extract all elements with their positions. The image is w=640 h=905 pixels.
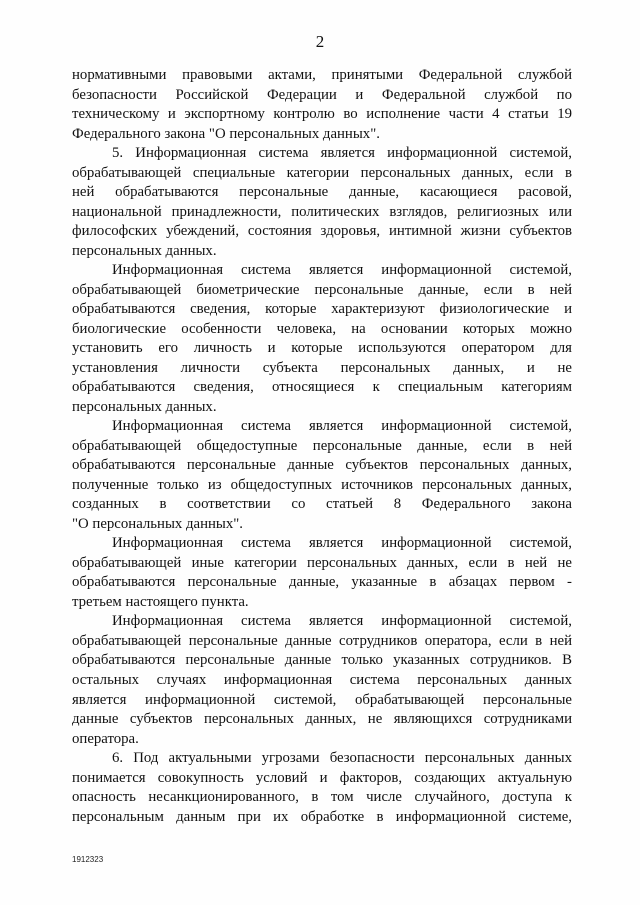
text-line: обрабатывающей общедоступные персональные данные, если в ней xyxy=(72,437,572,454)
paragraph xyxy=(72,66,572,144)
text-line: обрабатываются персональные данные, указанные в абзацах первом - xyxy=(72,574,572,591)
text-line: Федерального закона "О персональных данных". xyxy=(72,125,380,142)
text-line: понимается совокупность условий и факторов, создающих актуальную xyxy=(72,769,572,786)
text-line: обрабатывающей специальные категории персональных данных, если в xyxy=(72,164,572,181)
text-line: национальной принадлежности, политических взглядов, религиозных или xyxy=(72,203,572,220)
text-line: Информационная система является информационной системой, xyxy=(112,535,572,552)
text-line: "О персональных данных". xyxy=(72,515,243,532)
text-line: обрабатывающей персональные данные сотрудников оператора, если в ней xyxy=(72,632,572,649)
text-line: персональным данным при их обработке в информационной системе, xyxy=(72,808,572,825)
text-line: персональных данных. xyxy=(72,242,217,259)
text-line: техническому и экспортному контролю во исполнение части 4 статьи 19 xyxy=(72,106,572,123)
text-line: обрабатываются персональные данные субъектов персональных данных, xyxy=(72,457,572,474)
text-line: безопасности Российской Федерации и Федеральной службой по xyxy=(72,86,572,103)
paragraph xyxy=(72,417,572,534)
paragraph xyxy=(72,144,572,261)
text-line: Информационная система является информационной системой, xyxy=(112,262,572,279)
text-line: остальных случаях информационная система персональных данных xyxy=(72,671,572,688)
text-line: обрабатываются сведения, которые характеризуют физиологические и xyxy=(72,301,572,318)
paragraph xyxy=(72,612,572,749)
paragraph xyxy=(72,261,572,417)
text-line: полученные только из общедоступных источников персональных данных, xyxy=(72,476,572,493)
text-line: является информационной системой, обрабатывающей персональные xyxy=(72,691,572,708)
text-line: философских убеждений, состояния здоровья, интимной жизни субъектов xyxy=(72,223,572,240)
document-code: 1912323 xyxy=(72,855,104,864)
page-number: 2 xyxy=(315,32,325,51)
text-line: 6. Под актуальными угрозами безопасности персональных данных xyxy=(112,750,572,767)
text-line: оператора. xyxy=(72,730,139,747)
paragraph xyxy=(72,534,572,612)
text-line: установления личности субъекта персональных данных, и не xyxy=(72,359,572,376)
text-line: обрабатывающей биометрические персональные данные, если в ней xyxy=(72,281,572,298)
text-line: обрабатывающей иные категории персональных данных, если в ней не xyxy=(72,554,572,571)
text-line: 5. Информационная система является информационной системой, xyxy=(112,145,572,162)
text-line: Информационная система является информационной системой, xyxy=(112,418,572,435)
document-body xyxy=(72,66,572,827)
text-line: ней обрабатываются персональные данные, касающиеся расовой, xyxy=(72,184,572,201)
paragraph xyxy=(72,749,572,827)
text-line: установить его личность и которые используются оператором для xyxy=(72,340,572,357)
text-line: третьем настоящего пункта. xyxy=(72,593,249,610)
text-line: данные субъектов персональных данных, не являющихся сотрудниками xyxy=(72,711,572,728)
text-line: Информационная система является информационной системой, xyxy=(112,613,572,630)
text-line: биологические особенности человека, на основании которых можно xyxy=(72,320,572,337)
text-line: обрабатываются сведения, относящиеся к специальным категориям xyxy=(72,379,572,396)
text-line: созданных в соответствии со статьей 8 Федерального закона xyxy=(72,496,572,513)
text-line: нормативными правовыми актами, принятыми Федеральной службой xyxy=(72,67,572,83)
text-line: персональных данных. xyxy=(72,398,217,415)
text-line: опасность несанкционированного, в том числе случайного, доступа к xyxy=(72,789,572,806)
text-line: обрабатываются персональные данные только указанных сотрудников. В xyxy=(72,652,572,669)
